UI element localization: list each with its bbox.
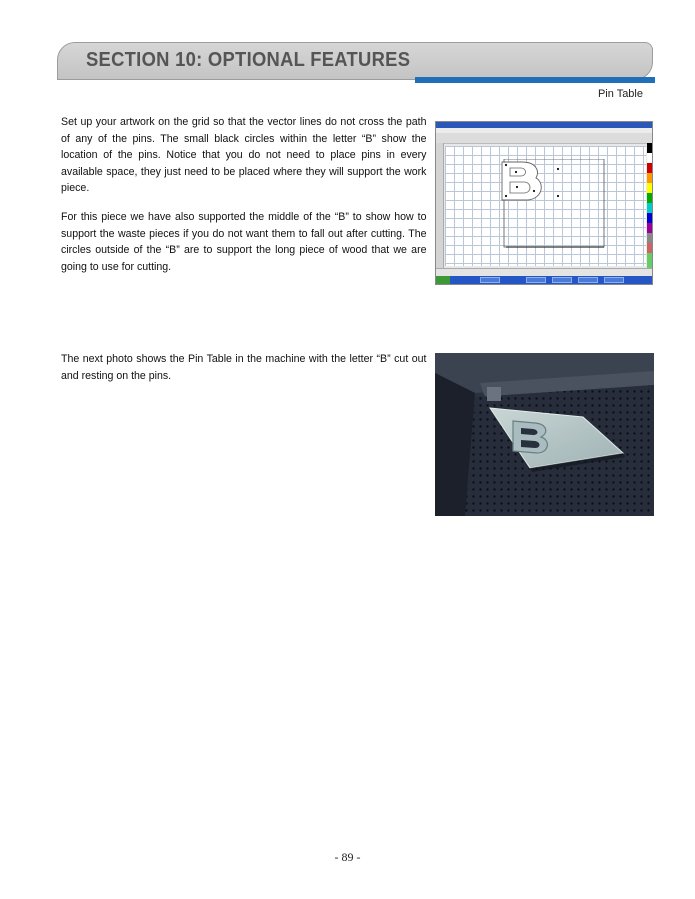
color-palette-icon (647, 143, 652, 268)
section-title: SECTION 10: OPTIONAL FEATURES (86, 49, 411, 71)
screenshot-taskbar (436, 276, 652, 284)
taskbar-item (480, 277, 500, 283)
taskbar-item (578, 277, 598, 283)
subsection-label: Pin Table (597, 88, 643, 100)
paragraph-photo-intro: The next photo shows the Pin Table in the machine with the letter “B” cut out and resting on the pins. (61, 353, 427, 382)
paragraph-artwork-setup: Set up your artwork on the grid so that the vector lines do not cross the path of any of the pins. The small black circles within the letter “B” show the location of the pins. Notice that you do not need to place pins in every available space, they just need to be placed where they will support the work piece. (61, 116, 427, 194)
taskbar-item (552, 277, 572, 283)
taskbar-item (526, 277, 546, 283)
letter-b-artwork-icon (496, 159, 616, 254)
taskbar-item (604, 277, 624, 283)
paragraph-support-middle: For this piece we have also supported the middle of the “B” to show how to support the waste pieces if you do not want them to fall out after cutting. The circles outside of the “B” are to support the long piece of wood that we are going to use for cutting. (61, 211, 427, 273)
header-accent-rule (415, 77, 655, 83)
corel-draw-screenshot (435, 121, 653, 285)
page-number: - 89 - (334, 850, 361, 864)
pin-table-photo (435, 353, 654, 516)
pin-table-photo-icon (435, 353, 654, 516)
screenshot-toolbar (436, 133, 652, 144)
screenshot-toolbox (436, 143, 444, 268)
start-button-icon (436, 276, 450, 284)
